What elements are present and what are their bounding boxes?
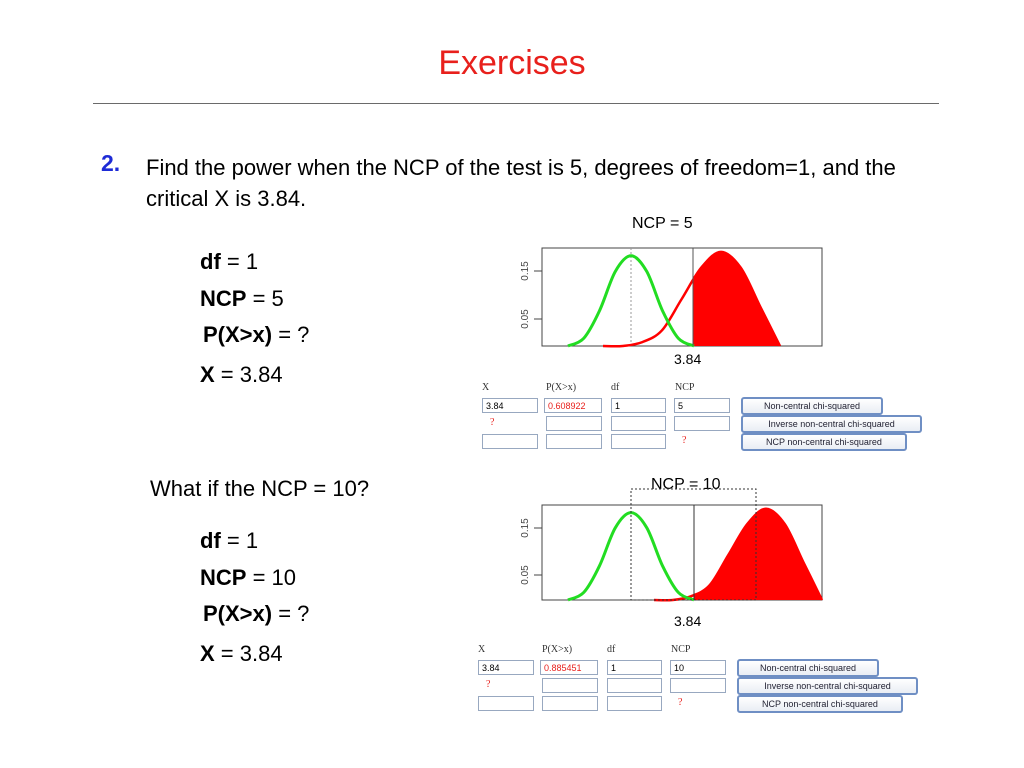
x-input[interactable]: 3.84 bbox=[478, 660, 534, 675]
p-input-3[interactable] bbox=[546, 434, 602, 449]
header-x: X bbox=[482, 382, 490, 393]
slide-title: Exercises bbox=[438, 44, 586, 82]
calculator-panel bbox=[480, 382, 930, 454]
unknown-marker: ? bbox=[682, 435, 687, 446]
calculator-panel bbox=[476, 644, 926, 716]
param-ncp: NCP = 10 bbox=[200, 565, 296, 590]
df-input-2[interactable] bbox=[611, 416, 666, 431]
header-df: df bbox=[611, 382, 620, 393]
df-input-3[interactable] bbox=[611, 434, 666, 449]
y-tick-label: 0.05 bbox=[520, 309, 531, 329]
distribution-chart bbox=[500, 238, 830, 356]
param-x: X = 3.84 bbox=[200, 641, 283, 666]
y-tick-label: 0.15 bbox=[520, 261, 531, 281]
p-output[interactable]: 0.608922 bbox=[544, 398, 602, 413]
inverse-noncentral-chi-squared-button[interactable]: Inverse non-central chi-squared bbox=[741, 415, 922, 433]
y-tick-label: 0.15 bbox=[520, 518, 531, 538]
header-x: X bbox=[478, 644, 486, 655]
ncp-input[interactable]: 10 bbox=[670, 660, 726, 675]
p-input-3[interactable] bbox=[542, 696, 598, 711]
critical-value-label: 3.84 bbox=[674, 613, 702, 629]
question-number: 2. bbox=[101, 150, 121, 176]
param-df: df = 1 bbox=[200, 249, 259, 274]
unknown-marker: ? bbox=[490, 417, 495, 428]
y-tick-label: 0.05 bbox=[520, 565, 531, 585]
ncp-input-2[interactable] bbox=[674, 416, 730, 431]
power-region bbox=[603, 252, 780, 346]
ncp-input-2[interactable] bbox=[670, 678, 726, 693]
param-p: P(X>x) = ? bbox=[203, 322, 310, 347]
df-input-3[interactable] bbox=[607, 696, 662, 711]
header-df: df bbox=[607, 644, 616, 655]
title-divider bbox=[93, 103, 939, 104]
param-p: P(X>x) = ? bbox=[203, 601, 310, 626]
unknown-marker: ? bbox=[486, 679, 491, 690]
followup-question: What if the NCP = 10? bbox=[150, 476, 370, 501]
ncp-label: NCP = 5 bbox=[632, 215, 693, 232]
param-x: X = 3.84 bbox=[200, 362, 283, 387]
power-region bbox=[654, 509, 822, 600]
p-input[interactable] bbox=[542, 678, 598, 693]
header-p: P(X>x) bbox=[546, 382, 577, 393]
param-df: df = 1 bbox=[200, 528, 259, 553]
noncentral-chi-squared-button[interactable]: Non-central chi-squared bbox=[741, 397, 883, 415]
p-output[interactable]: 0.885451 bbox=[540, 660, 598, 675]
ncp-noncentral-chi-squared-button[interactable]: NCP non-central chi-squared bbox=[741, 433, 907, 451]
header-ncp: NCP bbox=[671, 644, 691, 655]
question-text: Find the power when the NCP of the test is 5, degrees of freedom=1, and the critical X is 3.84. bbox=[146, 155, 896, 211]
inverse-noncentral-chi-squared-button[interactable]: Inverse non-central chi-squared bbox=[737, 677, 918, 695]
ncp-label: NCP = 10 bbox=[651, 476, 721, 493]
distribution-chart bbox=[500, 495, 830, 610]
ncp-noncentral-chi-squared-button[interactable]: NCP non-central chi-squared bbox=[737, 695, 903, 713]
param-ncp: NCP = 5 bbox=[200, 286, 284, 311]
df-input-2[interactable] bbox=[607, 678, 662, 693]
header-p: P(X>x) bbox=[542, 644, 573, 655]
header-ncp: NCP bbox=[675, 382, 695, 393]
critical-value-label: 3.84 bbox=[674, 351, 702, 367]
df-input[interactable]: 1 bbox=[611, 398, 666, 413]
noncentral-chi-squared-button[interactable]: Non-central chi-squared bbox=[737, 659, 879, 677]
p-input[interactable] bbox=[546, 416, 602, 431]
df-input[interactable]: 1 bbox=[607, 660, 662, 675]
x-input-3[interactable] bbox=[482, 434, 538, 449]
x-input[interactable]: 3.84 bbox=[482, 398, 538, 413]
ncp-input[interactable]: 5 bbox=[674, 398, 730, 413]
unknown-marker: ? bbox=[678, 697, 683, 708]
x-input-3[interactable] bbox=[478, 696, 534, 711]
